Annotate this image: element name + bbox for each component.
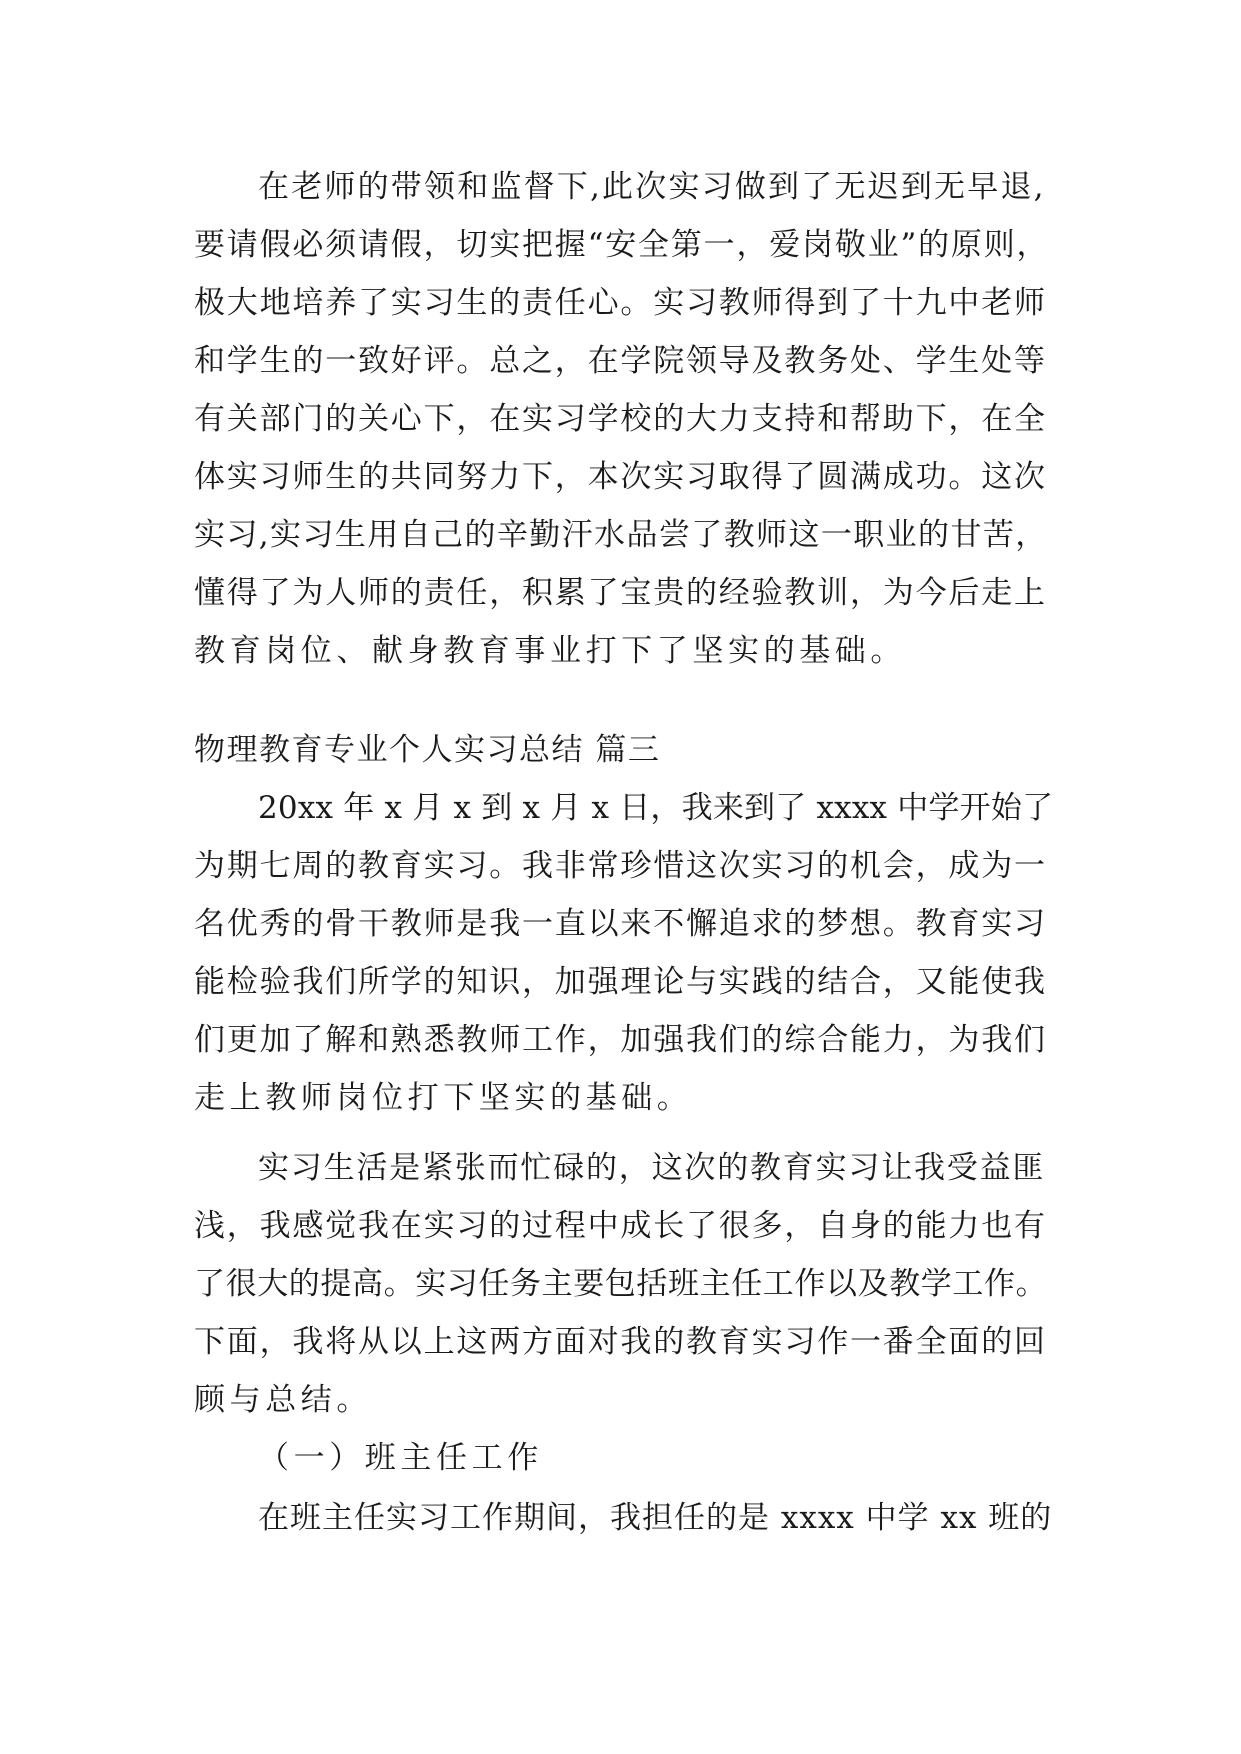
- paragraph-1-line-4: 和学生的一致好评。总之，在学院领导及教务处、学生处等: [194, 343, 1047, 379]
- paragraph-3-line-3: 了很大的提高。实习任务主要包括班主任工作以及教学工作。: [194, 1266, 1048, 1302]
- paragraph-3-line-2: 浅，我感觉我在实习的过程中成长了很多，自身的能力也有: [194, 1208, 1047, 1244]
- paragraph-2-line-4: 能检验我们所学的知识，加强理论与实践的结合，又能使我: [194, 964, 1047, 1000]
- paragraph-2-line-6: 走上教师岗位打下坚实的基础。: [194, 1080, 693, 1116]
- paragraph-3-line-5: 顾与总结。: [194, 1382, 372, 1418]
- paragraph-1-line-6: 体实习师生的共同努力下，本次实习取得了圆满成功。这次: [194, 459, 1047, 495]
- paragraph-2-line-2: 为期七周的教育实习。我非常珍惜这次实习的机会，成为一: [194, 848, 1047, 884]
- paragraph-2-line-1: 20xx 年 x 月 x 到 x 月 x 日，我来到了 xxxx 中学开始了: [258, 790, 1054, 826]
- paragraph-1-line-9: 教育岗位、献身教育事业打下了坚实的基础。: [194, 633, 906, 669]
- paragraph-1-line-8: 懂得了为人师的责任，积累了宝贵的经验教训，为今后走上: [194, 575, 1047, 611]
- paragraph-1-line-3: 极大地培养了实习生的责任心。实习教师得到了十九中老师: [194, 285, 1047, 321]
- paragraph-2-line-5: 们更加了解和熟悉教师工作，加强我们的综合能力，为我们: [194, 1022, 1047, 1058]
- subheading: （一）班主任工作: [258, 1440, 543, 1476]
- section-title: 物理教育专业个人实习总结 篇三: [194, 732, 661, 768]
- paragraph-2-line-3: 名优秀的骨干教师是我一直以来不懈追求的梦想。教育实习: [194, 906, 1047, 942]
- paragraph-1-line-2: 要请假必须请假，切实把握“安全第一，爱岗敬业”的原则，: [194, 227, 1050, 263]
- paragraph-1-line-5: 有关部门的关心下，在实习学校的大力支持和帮助下，在全: [194, 401, 1047, 437]
- paragraph-3-line-1: 实习生活是紧张而忙碌的，这次的教育实习让我受益匪: [258, 1150, 1046, 1186]
- paragraph-1-line-1: 在老师的带领和监督下,此次实习做到了无迟到无早退,: [258, 169, 1046, 205]
- paragraph-4-line-1: 在班主任实习工作期间，我担任的是 xxxx 中学 xx 班的: [258, 1500, 1053, 1536]
- paragraph-3-line-4: 下面，我将从以上这两方面对我的教育实习作一番全面的回: [194, 1324, 1047, 1360]
- paragraph-1-line-7: 实习,实习生用自己的辛勤汗水品尝了教师这一职业的甘苦，: [194, 517, 1048, 553]
